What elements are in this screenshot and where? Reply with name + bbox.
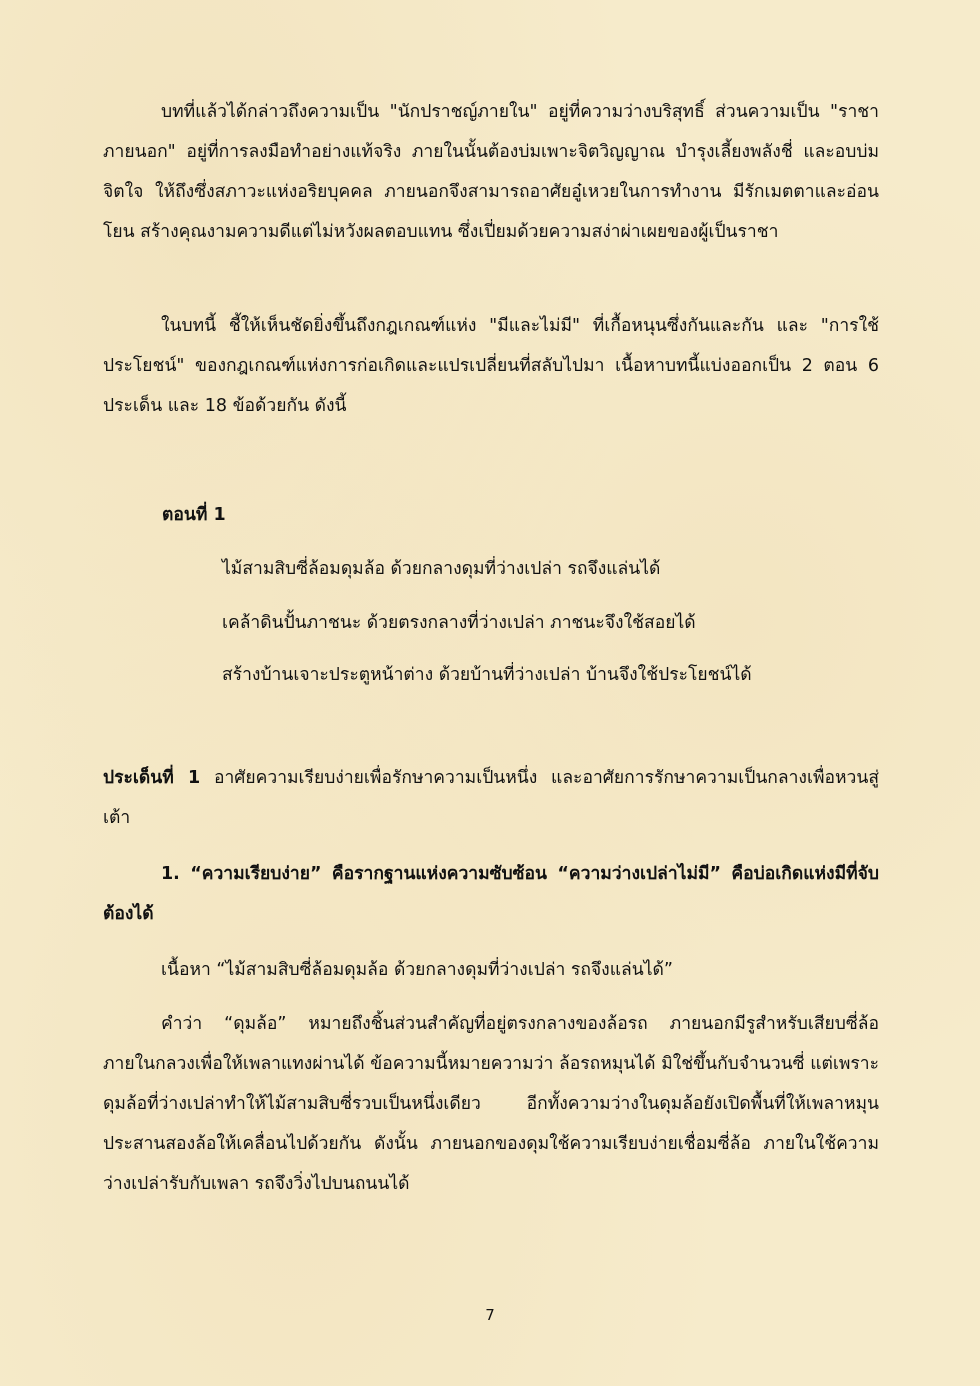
issue-label: ประเด็นที่ 1 bbox=[103, 768, 201, 788]
intro-paragraph-1: บทที่แล้วได้กล่าวถึงความเป็น "นักปราชญ์ภายใน" อยู่ที่ความว่างบริสุทธิ์ ส่วนความเป็น "ราชาภายนอก" อยู่ที่การลงมือทำอย่างแท้จริง ภายในนั้นต้องบ่มเพาะจิตวิญญาณ บำรุงเลี้ยงพลังชี่ และอบบ่มจิตใจ ให้ถึงซึ่งสภาวะแห่งอริยบุคคล ภายนอกจึงสามารถอาศัยอู๋เหวยในการทำงาน มีรักเมตตาและอ่อนโยน สร้างคุณงามความดีแต่ไม่หวังผลตอบแทน ซึ่งเปี่ยมด้วยความสง่าผ่าเผยของผู้เป็นราชา bbox=[103, 102, 879, 242]
issue-text: อาศัยความเรียบง่ายเพื่อรักษาความเป็นหนึ่ง และอาศัยการรักษาความเป็นกลางเพื่อหวนสู่เต้า bbox=[103, 768, 880, 828]
point-1-content: เนื้อหา “ไม้สามสิบซี่ล้อมดุมล้อ ด้วยกลางดุมที่ว่างเปล่า รถจึงแล่นได้” bbox=[161, 960, 673, 980]
verse-line-1: ไม้สามสิบซี่ล้อมดุมล้อ ด้วยกลางดุมที่ว่างเปล่า รถจึงแล่นได้ bbox=[222, 559, 661, 579]
verse-line-2: เคล้าดินปั้นภาชนะ ด้วยตรงกลางที่ว่างเปล่า ภาชนะจึงใช้สอยได้ bbox=[222, 613, 696, 633]
verse-line-3: สร้างบ้านเจาะประตูหน้าต่าง ด้วยบ้านที่ว่างเปล่า บ้านจึงใช้ประโยชน์ได้ bbox=[222, 665, 752, 685]
page-number: 7 bbox=[485, 1306, 495, 1324]
point-1-heading: 1. “ความเรียบง่าย” คือรากฐานแห่งความซับซ้อน “ความว่างเปล่าไม่มี” คือบ่อเกิดแห่งมีที่จับต้องได้ bbox=[103, 864, 879, 924]
section-title: ตอนที่ 1 bbox=[162, 505, 226, 525]
issue-paragraph bbox=[103, 758, 879, 838]
point-1-explanation: คำว่า “ดุมล้อ” หมายถึงชิ้นส่วนสำคัญที่อยู่ตรงกลางของล้อรถ ภายนอกมีรูสำหรับเสียบซี่ล้อ ภายในกลวงเพื่อให้เพลาแทงผ่านได้ ข้อความนี้หมายความว่า ล้อรถหมุนได้ มิใช่ขึ้นกับจำนวนซี่ แต่เพราะดุมล้อที่ว่างเปล่าทำให้ไม้สามสิบซี่รวบเป็นหนึ่งเดียว อีกทั้งความว่างในดุมล้อยังเปิดพื้นที่ให้เพลาหมุน ประสานสองล้อให้เคลื่อนไปด้วยกัน ดังนั้น ภายนอกของดุมใช้ความเรียบง่ายเชื่อมซี่ล้อ ภายในใช้ความว่างเปล่ารับกับเพลา รถจึงวิ่งไปบนถนนได้ bbox=[103, 1014, 879, 1194]
intro-paragraph-2: ในบทนี้ ชี้ให้เห็นชัดยิ่งขึ้นถึงกฎเกณฑ์แห่ง "มีและไม่มี" ที่เกื้อหนุนซึ่งกันและกัน และ "การใช้ประโยชน์" ของกฎเกณฑ์แห่งการก่อเกิดและแปรเปลี่ยนที่สลับไปมา เนื้อหาบทนี้แบ่งออกเป็น 2 ตอน 6 ประเด็น และ 18 ข้อด้วยกัน ดังนี้ bbox=[103, 316, 879, 416]
